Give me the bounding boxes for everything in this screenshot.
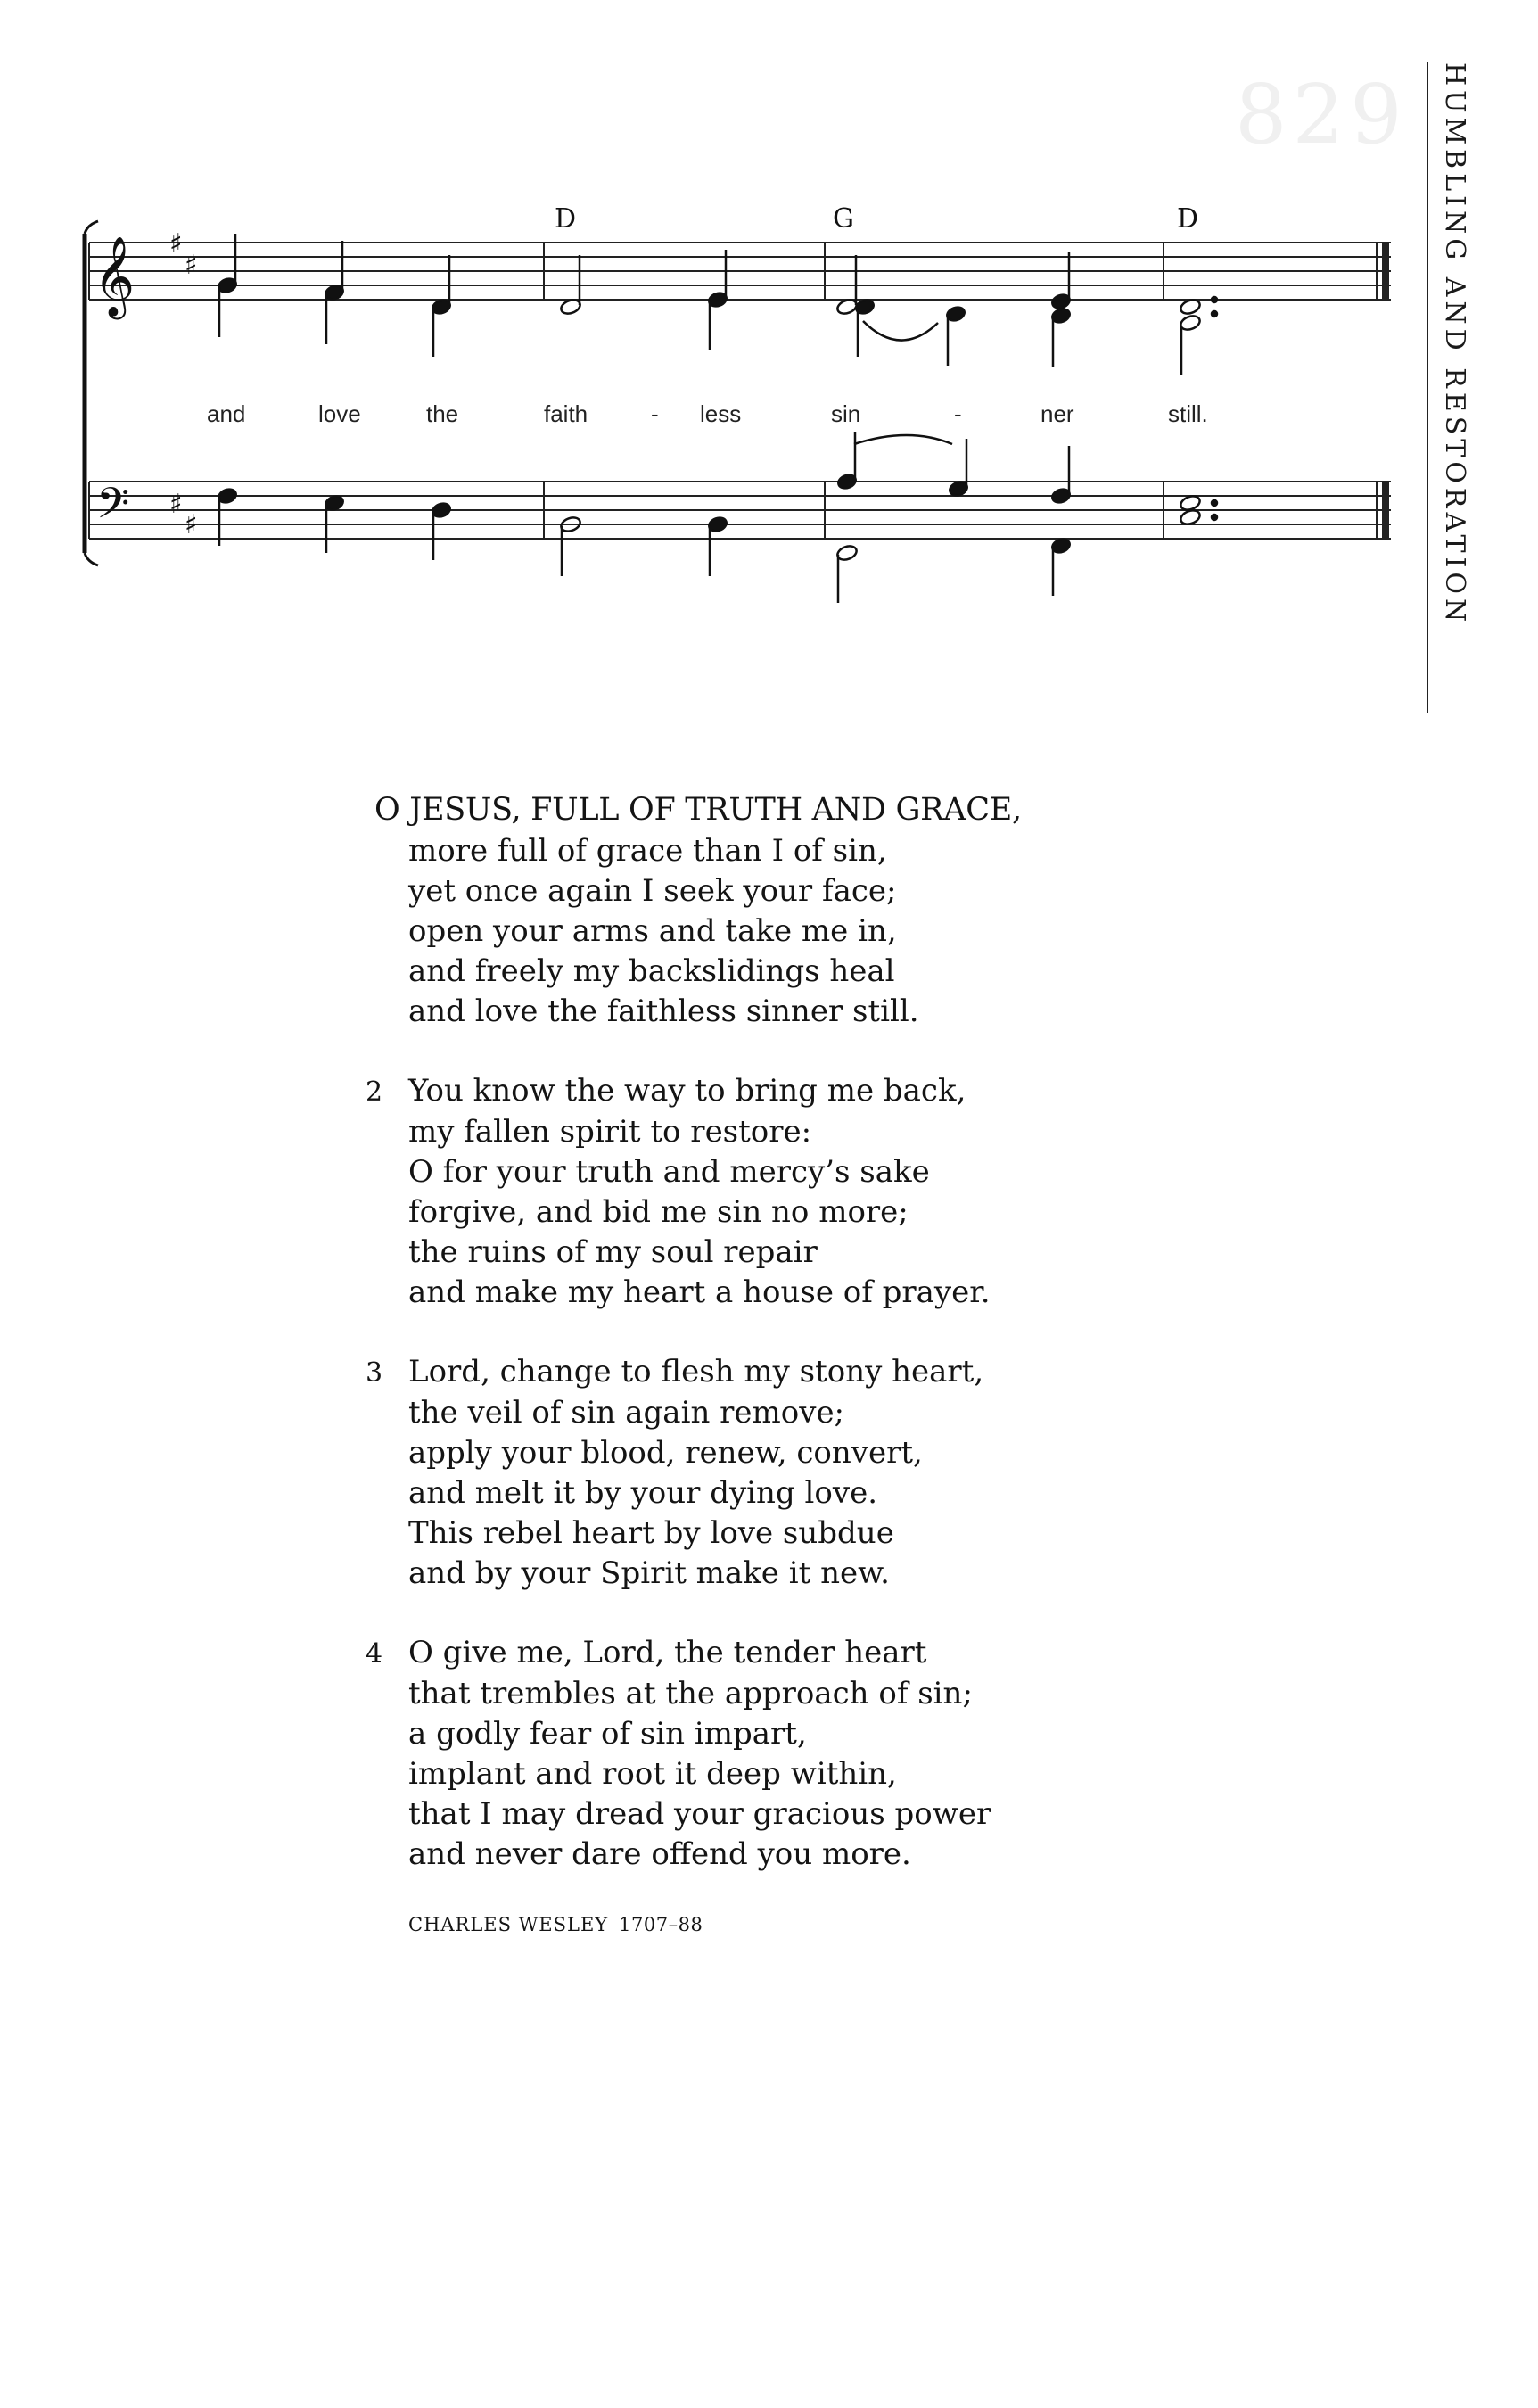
music-score — [0, 0, 1538, 627]
stanza-line: O give me, Lord, the tender heart — [408, 1635, 927, 1670]
lyric-syllable: and — [207, 400, 246, 427]
lyric-hyphen: - — [651, 400, 659, 427]
hymn-first-line: O JESUS, FULL OF TRUTH AND GRACE, — [374, 792, 1022, 828]
page-number: 829 — [1235, 67, 1408, 162]
stanza-line: Lord, change to flesh my stony heart, — [408, 1354, 984, 1390]
stanza-line: the veil of sin again remove; — [408, 1395, 845, 1431]
stanza-line: implant and root it deep within, — [408, 1756, 897, 1792]
author-name: CHARLES WESLEY — [408, 1914, 609, 1935]
stanza-line: that trembles at the approach of sin; — [408, 1676, 973, 1711]
stanza-4 — [366, 1633, 1097, 1875]
svg-text:♯: ♯ — [185, 250, 198, 281]
stanza-line: and melt it by your dying love. — [408, 1475, 878, 1511]
author-credit — [366, 1914, 1097, 1935]
bass-clef: 𝄢 — [96, 478, 130, 539]
stanza-line: You know the way to bring me back, — [408, 1073, 966, 1109]
lyric-syllable: ner — [1040, 400, 1074, 427]
section-heading-text: HUMBLING AND RESTORATION — [1439, 62, 1470, 627]
treble-notes — [217, 234, 1217, 375]
svg-text:♯: ♯ — [169, 489, 183, 520]
stanza-number: 3 — [366, 1357, 383, 1389]
stanza-line: yet once again I seek your face; — [408, 873, 897, 909]
hymn-text — [366, 789, 1097, 1935]
svg-text:♯: ♯ — [169, 228, 183, 260]
lyric-syllable: less — [700, 400, 742, 427]
stanza-line: a godly fear of sin impart, — [408, 1716, 807, 1752]
lyric-hyphen: - — [954, 400, 962, 427]
treble-staff — [89, 243, 1391, 300]
lyric-syllable: still. — [1168, 400, 1208, 427]
stanza-line: apply your blood, renew, convert, — [408, 1435, 923, 1471]
stanza-line: open your arms and take me in, — [408, 913, 897, 949]
stanza-line: my fallen spirit to restore: — [408, 1114, 812, 1150]
stanza-number: 4 — [366, 1638, 383, 1670]
stanza-1 — [366, 789, 1097, 1032]
stanza-line: forgive, and bid me sin no more; — [408, 1194, 909, 1230]
stanza-3 — [366, 1352, 1097, 1594]
svg-text:♯: ♯ — [185, 509, 198, 540]
stanza-line: more full of grace than I of sin, — [408, 833, 887, 869]
lyric-syllable: love — [318, 400, 361, 427]
stanza-line: and freely my backslidings heal — [408, 953, 895, 989]
lyric-syllable: the — [426, 400, 459, 427]
stanza-line: the ruins of my soul repair — [408, 1234, 818, 1270]
stanza-line: and by your Spirit make it new. — [408, 1555, 890, 1591]
lyric-syllable: sin — [831, 400, 861, 427]
stanza-2 — [366, 1071, 1097, 1313]
author-years: 1707–88 — [619, 1914, 703, 1935]
stanza-line: and love the faithless sinner still. — [408, 994, 919, 1029]
stanza-line: and never dare offend you more. — [408, 1836, 911, 1872]
chord-symbol: G — [833, 203, 854, 235]
bass-notes — [217, 432, 1217, 603]
stanza-number: 2 — [366, 1076, 383, 1108]
chord-symbol: D — [1177, 203, 1199, 235]
lyric-syllable: faith — [544, 400, 588, 427]
stanza-line: This rebel heart by love subdue — [408, 1515, 894, 1551]
stanza-line: that I may dread your gracious power — [408, 1796, 991, 1832]
stanza-line: and make my heart a house of prayer. — [408, 1274, 991, 1310]
treble-clef: 𝄞 — [94, 236, 136, 317]
stanza-line: O for your truth and mercy’s sake — [408, 1154, 930, 1190]
chord-symbol: D — [555, 203, 577, 235]
